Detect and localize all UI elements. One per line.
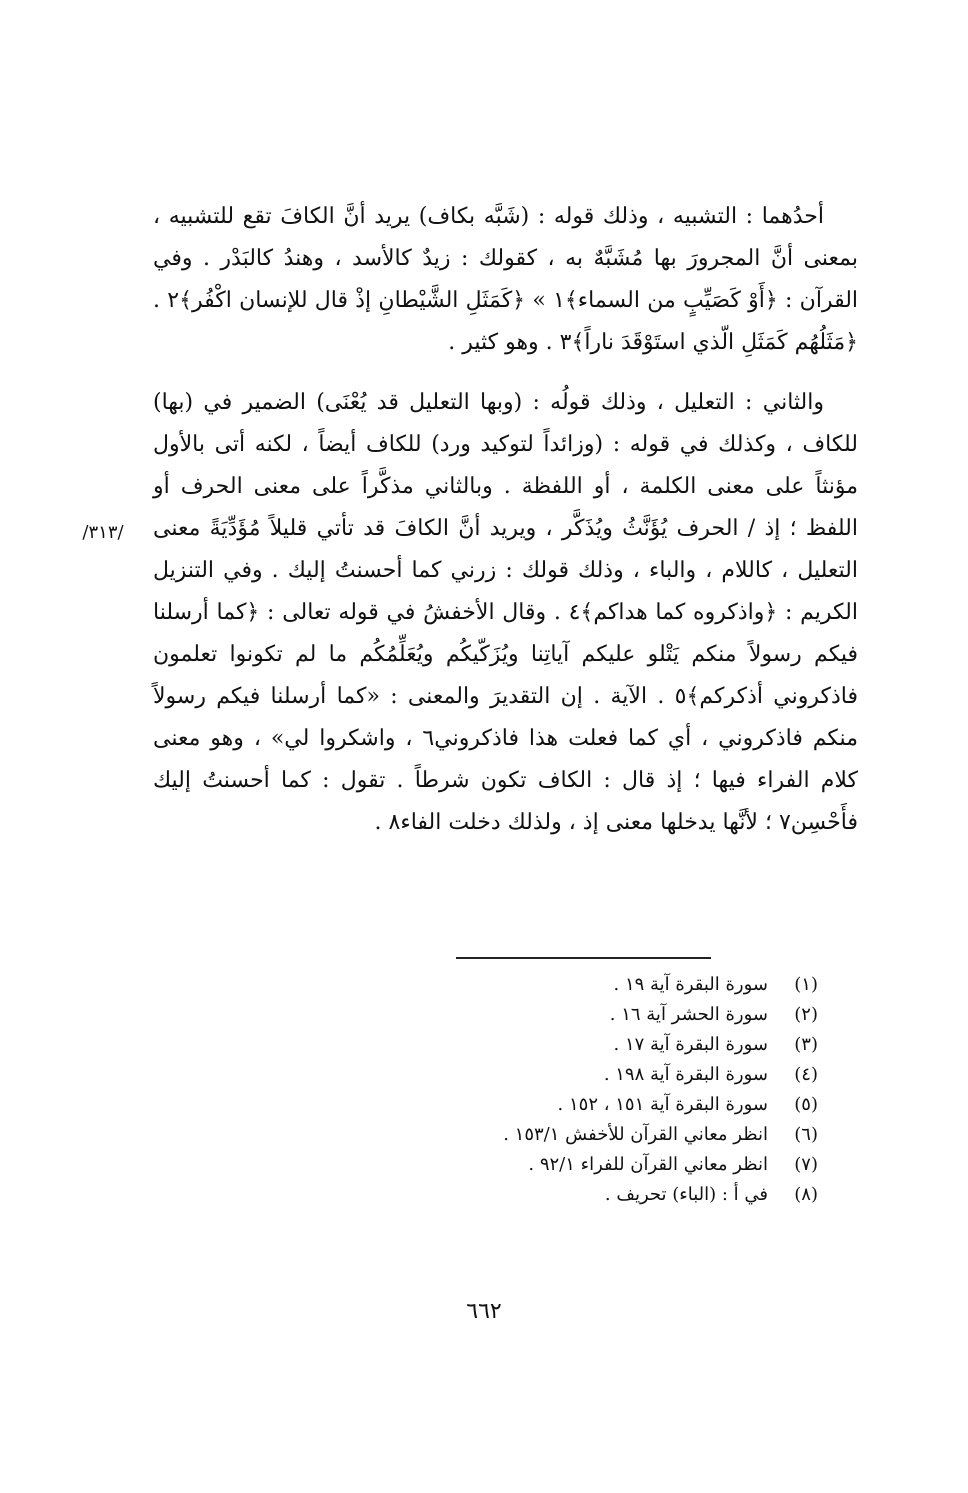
footnote-text: انظر معاني القرآن للأخفش ١٥٣/١ . (503, 1124, 768, 1145)
footnote-number: (٥) (794, 1094, 818, 1115)
footnote-text: سورة البقرة آية ١٧ . (613, 1034, 768, 1055)
footnote-text: سورة البقرة آية ١٩٨ . (603, 1064, 768, 1085)
main-text (153, 196, 858, 868)
footnote-number: (٦) (794, 1124, 818, 1145)
footnote-item (398, 1000, 818, 1030)
footnote-item (398, 1090, 818, 1120)
footnote-item (398, 1060, 818, 1090)
footnote-item (398, 970, 818, 1000)
margin-manuscript-page-marker: /٣١٣/ (82, 522, 124, 543)
footnote-text: انظر معاني القرآن للفراء ٩٢/١ . (528, 1154, 768, 1175)
footnote-number: (١) (794, 974, 818, 995)
footnote-item (398, 1120, 818, 1150)
footnote-separator (456, 957, 711, 959)
footnote-text: سورة الحشر آية ١٦ . (609, 1004, 768, 1025)
footnote-text: في أ : (الباء) تحريف . (604, 1184, 768, 1205)
footnote-text: سورة البقرة آية ١٥١ ، ١٥٢ . (557, 1094, 768, 1115)
footnote-number: (٨) (794, 1184, 818, 1205)
footnote-item (398, 1180, 818, 1210)
page-number: ٦٦٢ (466, 1299, 502, 1324)
footnote-text: سورة البقرة آية ١٩ . (613, 974, 768, 995)
footnote-item (398, 1150, 818, 1180)
footnote-item (398, 1030, 818, 1060)
footnote-number: (٢) (794, 1004, 818, 1025)
footnote-number: (٤) (794, 1064, 818, 1085)
footnote-number: (٧) (794, 1154, 818, 1175)
paragraph-second-meaning: والثاني : التعليل ، وذلك قولُه : (وبها التعليل قد يُعْنَى) الضمير في (بها) للكاف ، وكذلك في قوله : (وزائداً لتوكيد ورد) للكاف أيضاً ، لكنه أتى بالأول مؤنثاً على معنى الكلمة ، أو اللفظة . وبالثاني مذكَّراً على معنى الحرف أو اللفظ ؛ إذ / الحرف يُؤَنَّثُ ويُذَكَّر ، ويريد أنَّ الكافَ قد تأتي قليلاً مُؤَدِّيَةً معنى التعليل ، كاللام ، والباء ، وذلك قولك : زرني كما أحسنتُ إليك . وفي التنزيل الكريم : ﴿واذكروه كما هداكم﴾٤ . وقال الأخفشُ في قوله تعالى : ﴿كما أرسلنا فيكم رسولاً منكم يَتْلو عليكم آياتِنا ويُزَكّيكُم ويُعَلِّمُكُم ما لم تكونوا تعلمون فاذكروني أذكركم﴾٥ . الآية . إن التقديرَ والمعنى : «كما أرسلنا فيكم رسولاً منكم فاذكروني ، أي كما فعلت هذا فاذكروني٦ ، واشكروا لي» ، وهو معنى كلام الفراء فيها ؛ إذ قال : الكاف تكون شرطاً . تقول : كما أحسنتُ إليك فأَحْسِن٧ ؛ لأنَّها يدخلها معنى إذ ، ولذلك دخلت الفاء٨ . (153, 390, 858, 835)
footnote-number: (٣) (794, 1034, 818, 1055)
paragraph-first-meaning: أحدُهما : التشبيه ، وذلك قوله : (شَبَّه بكاف) يريد أنَّ الكافَ تقع للتشبيه ، بمعنى أنَّ المجرورَ بها مُشَبَّهٌ به ، كقولك : زيدٌ كالأسد ، وهندُ كالبَدْر . وفي القرآن : ﴿أَوْ كَصَيِّبٍ من السماء﴾١ » ﴿كَمَثَلِ الشَّيْطانِ إذْ قال للإنسان اكْفُر﴾٢ . ﴿مَثَلُهُم كَمَثَلِ الّذي استَوْقَدَ ناراً﴾٣ . وهو كثير . (153, 204, 859, 355)
footnotes-list (398, 970, 818, 1210)
